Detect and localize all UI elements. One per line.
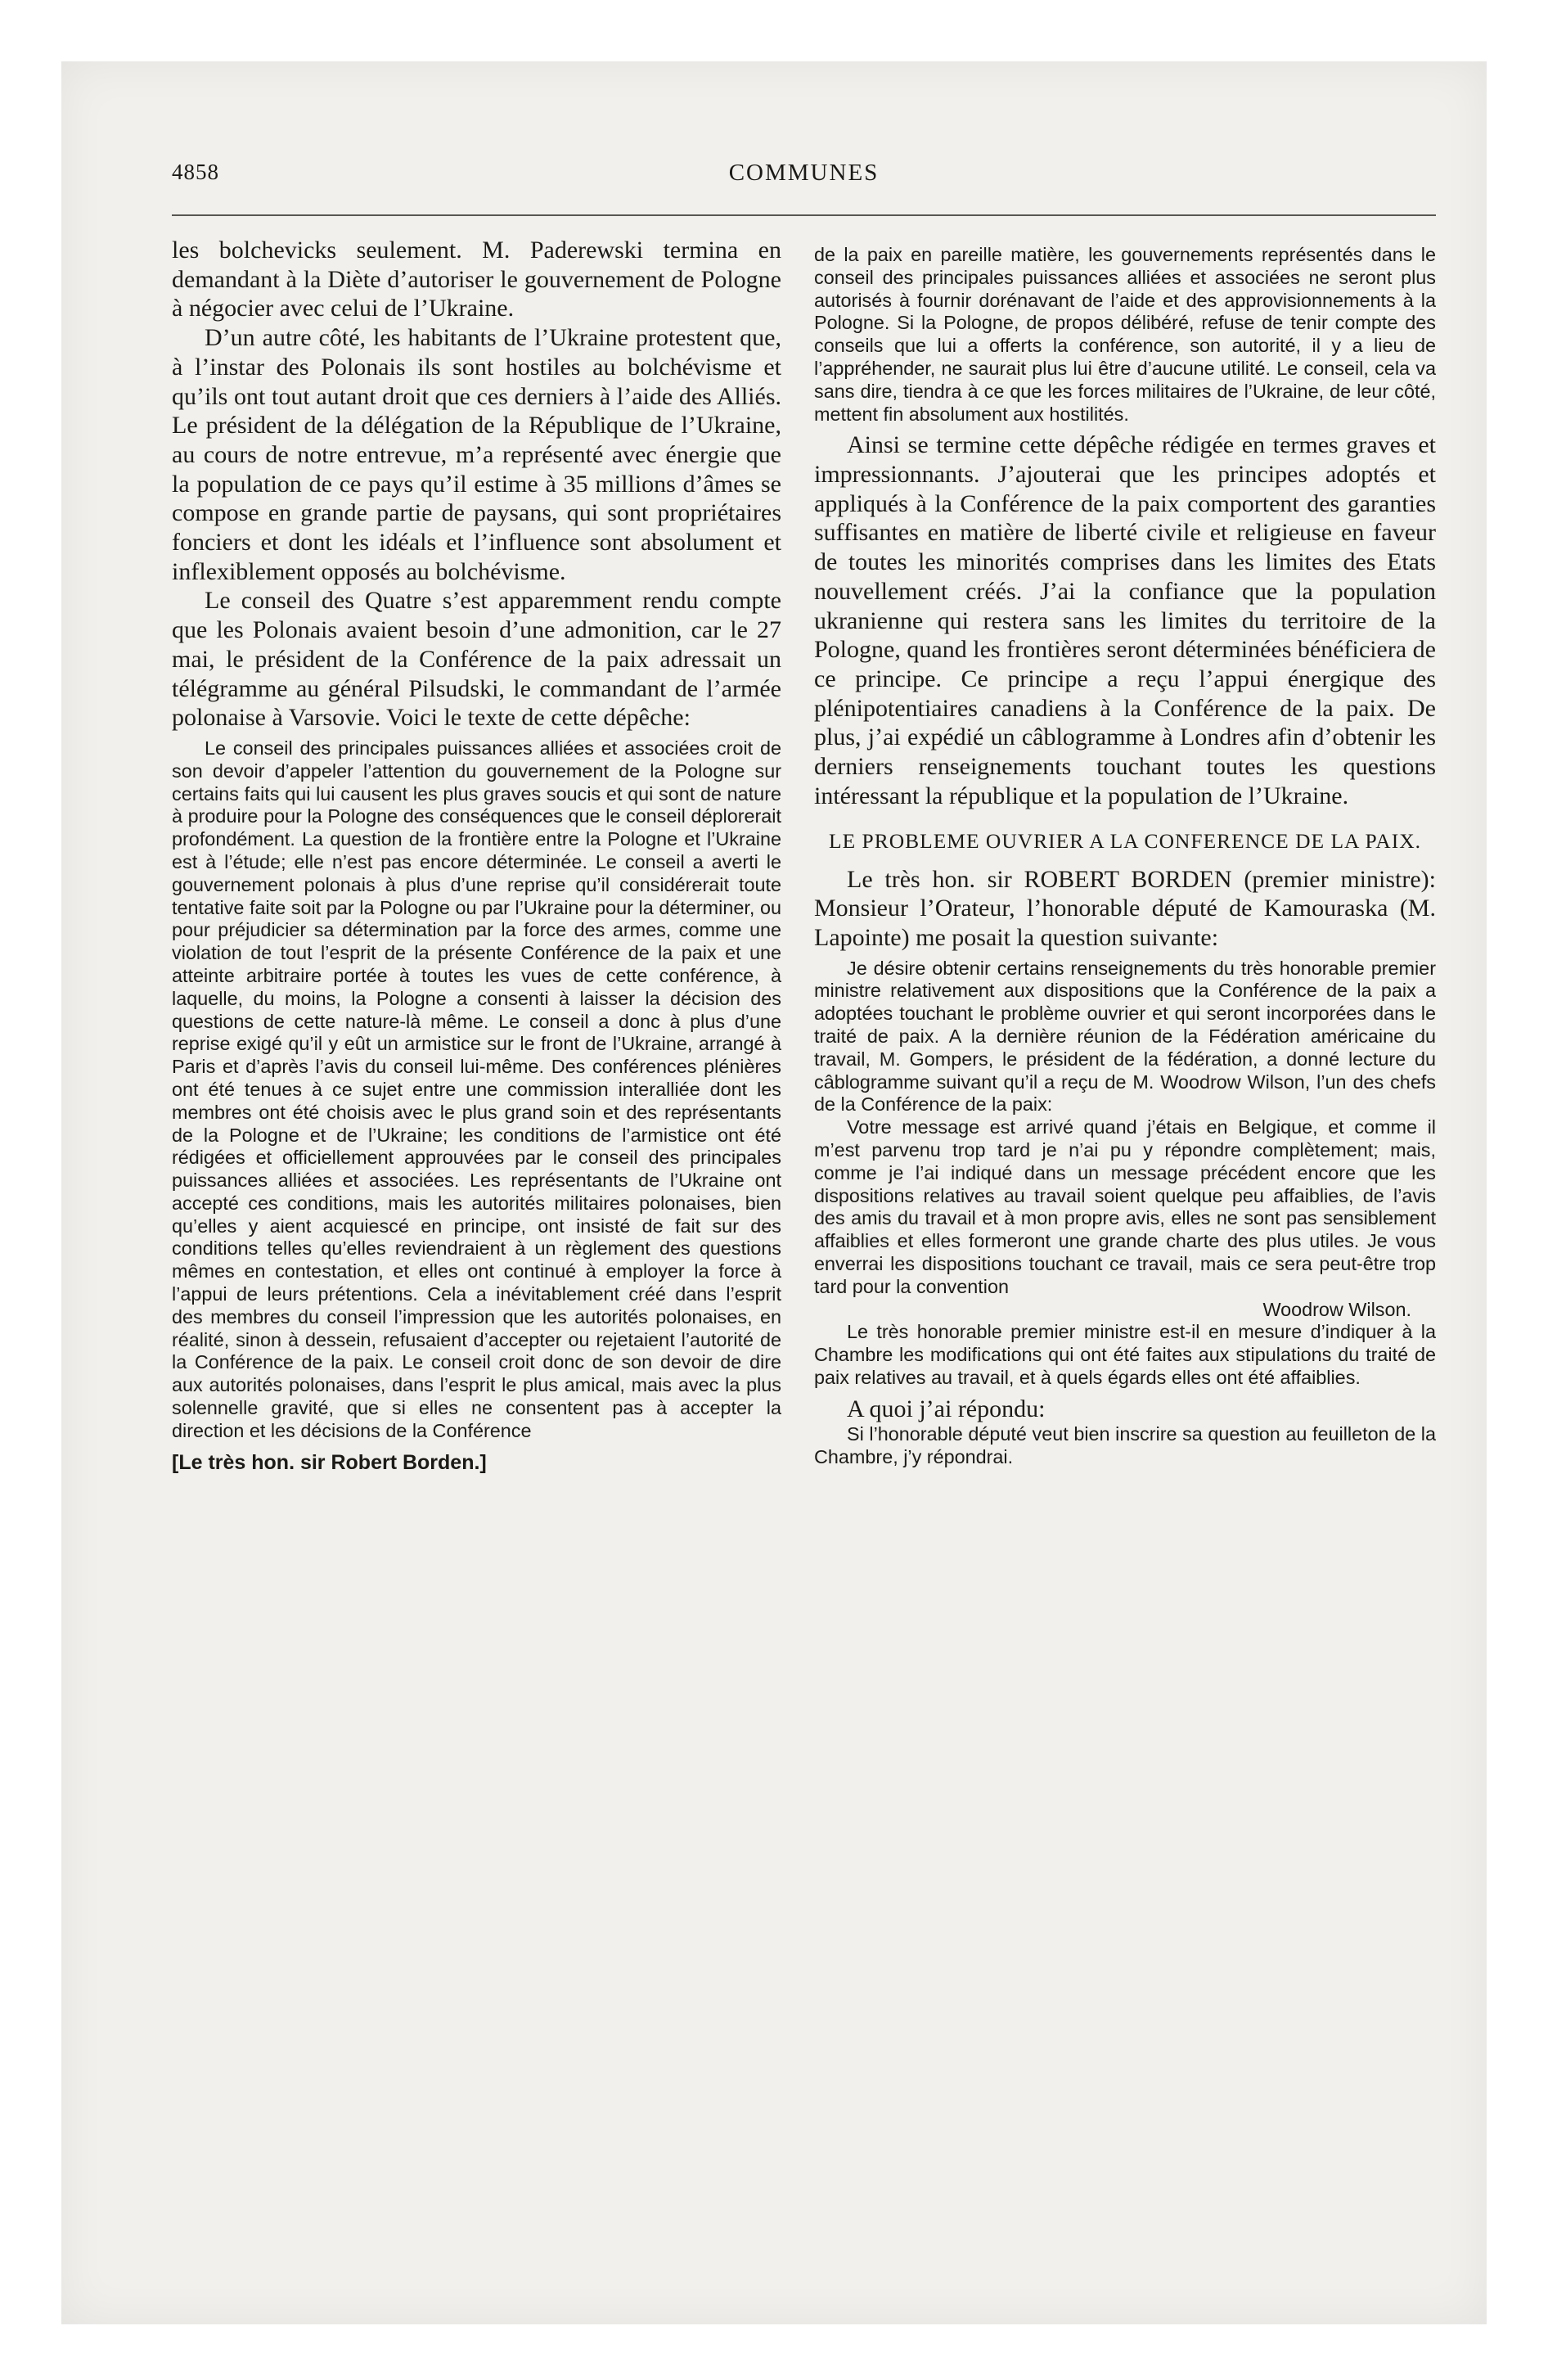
running-head: COMMUNES	[728, 160, 880, 186]
right-column	[814, 244, 1436, 1469]
answer-quote: Si l’honorable député veut bien inscrire sa question au feuilleton de la Chambre, j’y répondrai.	[814, 1423, 1436, 1468]
right-paragraph-2: Le très hon. sir ROBERT BORDEN (premier ministre): Monsieur l’Orateur, l’honorable député de Kamouraska (M. Lapointe) me posait la question suivante:	[814, 865, 1436, 951]
question-quote-3: Le très honorable premier ministre est-il en mesure d’indiquer à la Chambre les modifications qui ont été faites aux stipulations du traité de paix relatives au travail, et à quels égards elles ont été affaiblies.	[814, 1321, 1436, 1388]
page-header	[172, 160, 1436, 192]
left-column	[172, 236, 781, 1475]
header-rule	[172, 214, 1436, 216]
signature: Woodrow Wilson.	[1262, 1298, 1411, 1320]
telegram-quote-continued: de la paix en pareille matière, les gouvernements représentés dans le conseil des principales puissances alliées et associées ne seront plus autorisés à fournir dorénavant de l’aide et des approvisionnements à la Pologne. Si la Pologne, de propos délibéré, refuse de tenir compte des conseils que lui a offerts la conférence, son autorité, il y a lieu de l’appréhender, ne saurait plus lui être d’aucune utilité. Le conseil, cela va sans dire, tiendra à ce que les forces militaires de l’Ukraine, de leur côté, mettent fin absolument aux hostilités.	[814, 244, 1436, 425]
right-paragraph-3: A quoi j’ai répondu:	[847, 1395, 1046, 1422]
left-paragraph-1: les bolchevicks seulement. M. Paderewski termina en demandant à la Diète d’autoriser le gouvernement de Pologne à négocier avec celui de l’Ukraine.	[172, 237, 781, 322]
right-paragraph-1: Ainsi se termine cette dépêche rédigée en termes graves et impressionnants. J’ajouterai que les principes adoptés et appliqués à la Conférence de la paix comportent des garanties suffisantes en matière de liberté civile et religieuse en faveur de toutes les minorités comprises dans les limites des Etats nouvellement créés. J’ai la confiance que la population ukranienne qui restera sans les limites du territoire de la Pologne, quand les frontières seront déterminées bénéficiera de ce principe. Ce principe a reçu l’appui énergique des plénipotentiaires canadiens à la Conférence de la paix. De plus, j’ai expédié un câblogramme à Londres afin d’obtenir les derniers renseignements touchant toutes les questions intéressant la république et la population de l’Ukraine.	[814, 431, 1436, 809]
left-paragraph-2: D’un autre côté, les habitants de l’Ukraine protestent que, à l’instar des Polonais ils sont hostiles au bolchévisme et qu’ils ont tout autant droit que ces derniers à l’aide des Alliés. Le président de la délégation de la République de l’Ukraine, au cours de notre entrevue, m’a représenté avec énergie que la population de ce pays qu’il estime à 35 millions d’âmes se compose en grande partie de paysans, qui sont propriétaires fonciers et dont les idéals et l’influence sont absolument et inflexiblement opposés au bolchévisme.	[172, 324, 781, 585]
left-paragraph-3: Le conseil des Quatre s’est apparemment rendu compte que les Polonais avaient besoin d’une admonition, car le 27 mai, le président de la Conférence de la paix adressait un télégramme au général Pilsudski, le commandant de l’armée polonaise à Varsovie. Voici le texte de cette dépêche:	[172, 587, 781, 732]
question-quote-1: Je désire obtenir certains renseignements du très honorable premier ministre relativement aux dispositions que la Conférence de la paix a adoptées touchant le problème ouvrier et qui seront incorporées dans le traité de paix. A la dernière réunion de la Fédération américaine du travail, M. Gompers, le président de la fédération, a donné lecture du câblogramme suivant qu’il a reçu de M. Woodrow Wilson, l’un des chefs de la Conférence de la paix:	[814, 957, 1436, 1116]
section-heading: LE PROBLEME OUVRIER A LA CONFERENCE DE LA PAIX.	[829, 828, 1421, 853]
telegram-quote: Le conseil des principales puissances alliées et associées croit de son devoir d’appeler l’attention du gouvernement de la Pologne sur certains faits qui lui causent les plus graves soucis et qui sont de nature à produire pour la Pologne des conséquences que le conseil déplorerait profondément. La question de la frontière entre la Pologne et l’Ukraine est à l’étude; elle n’est pas encore déterminée. Le conseil a averti le gouvernement polonais à plus d’une reprise qu’il considérerait toute tentative faite soit par la Pologne ou par l’Ukraine pour la déterminer, ou pour préjudicier sa détermination par la force des armes, comme une violation de tout l’esprit de la présente Conférence de la paix et une atteinte arbitraire portée à toutes les vues de cette conférence, à laquelle, du moins, la Pologne a consenti à laisser la décision des questions de cette nature-là même. Le conseil a donc à plus d’une reprise exigé qu’il y eût un armistice sur le front de l’Ukraine, arrangé à Paris et d’après l’avis du conseil lui-même. Des conférences plénières ont été tenues à ce sujet entre une commission interalliée dont les membres ont été choisis avec le plus grand soin et des représentants de la Pologne et de l’Ukraine; les conditions de l’armistice ont été rédigées et officiellement approuvées par le conseil des principales puissances alliées et associées. Les représentants de l’Ukraine ont accepté ces conditions, mais les autorités militaires polonaises, bien qu’elles y aient acquiescé en principe, ont insisté de fait sur des conditions telles qu’elles reviendraient à un règlement des questions mêmes en contestation, et elles ont continué à employer la force à l’appui de leurs prétentions. Cela a inévitablement créé dans l’esprit des membres du conseil l’impression que les autorités polonaises, en réalité, sinon à dessein, refusaient d’accepter ou rejetaient l’autorité de la Conférence de la paix. Le conseil croit donc de son devoir de dire aux autorités polonaises, dans l’esprit le plus amical, mais avec la plus solennelle gravité, que si elles ne consentent pas à accepter la direction et les décisions de la Conférence	[172, 737, 781, 1441]
page-footer-speaker: [Le très hon. sir Robert Borden.]	[172, 1450, 487, 1474]
question-quote-2: Votre message est arrivé quand j’étais en Belgique, et comme il m’est parvenu trop tard je n’ai pu y répondre complètement; mais, comme je l’ai indiqué dans un message précédent encore que les dispositions relatives au travail soient quelque peu affaiblies, de l’avis des amis du travail et à mon propre avis, elles ne sont pas sensiblement affaiblies et elles formeront une grande charte des plus utiles. Je vous enverrai les dispositions touchant ce travail, mais ce sera peut-être trop tard pour la convention	[814, 1116, 1436, 1297]
page-number: 4858	[172, 160, 219, 184]
